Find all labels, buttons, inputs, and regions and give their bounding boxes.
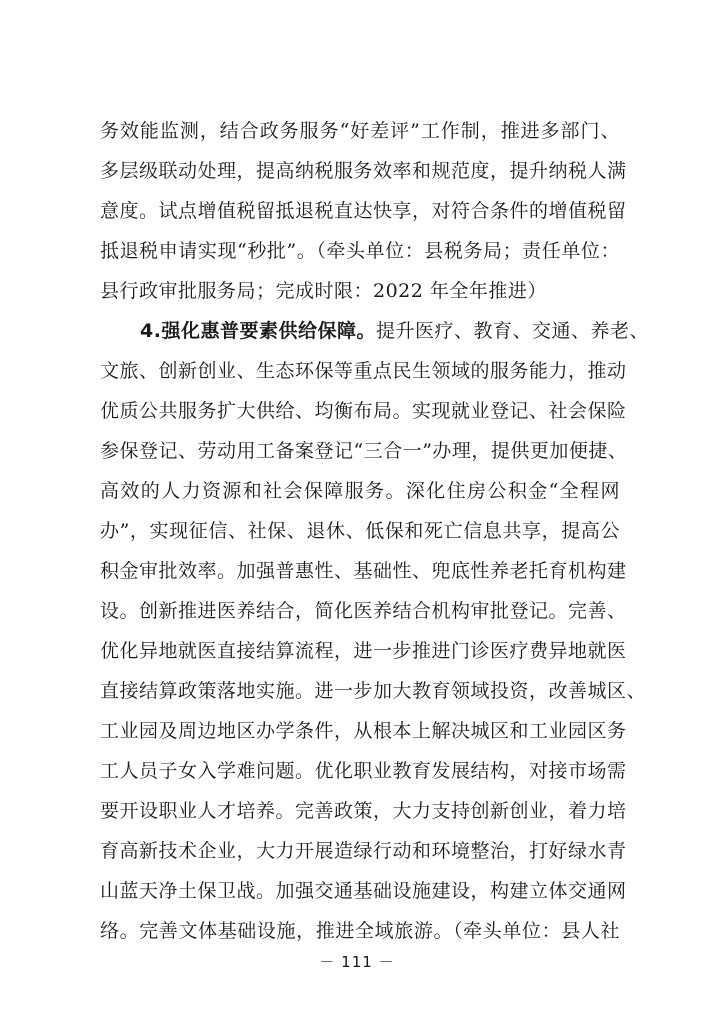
- text-line: 优质公共服务扩大供给、均衡布局。实现就业登记、社会保险: [100, 400, 627, 422]
- text-line: 多层级联动处理，提高纳税服务效率和规范度，提升纳税人满: [100, 160, 627, 182]
- page-number: － 111 －: [319, 953, 395, 971]
- text-line: 设。创新推进医养结合，简化医养结合机构审批登记。完善、: [100, 600, 627, 622]
- text-line: 优化异地就医直接结算流程，进一步推进门诊医疗费异地就医: [100, 640, 627, 662]
- text-line: 高效的人力资源和社会保障服务。深化住房公积金“全程网: [100, 480, 620, 502]
- text-line: 文旅、创新创业、生态环保等重点民生领域的服务能力，推动: [100, 360, 627, 382]
- text-line: 县行政审批服务局；完成时限：2022 年全年推进）: [100, 280, 547, 302]
- text-line: 务效能监测，结合政务服务“好差评”工作制，推进多部门、: [100, 120, 620, 142]
- text-line: 育高新技术企业，大力开展造绿行动和环境整治，打好绿水青: [100, 840, 627, 862]
- text-line: 山蓝天净土保卫战。加强交通基础设施建设，构建立体交通网: [100, 880, 627, 902]
- text-line: 抵退税申请实现“秒批”。（牵头单位：县税务局；责任单位：: [100, 240, 620, 262]
- text-line: 积金审批效率。加强普惠性、基础性、兜底性养老托育机构建: [100, 560, 627, 582]
- text-line: 办”，实现征信、社保、退休、低保和死亡信息共享，提高公: [100, 520, 620, 542]
- section-heading: 4.强化惠普要素供给保障。: [140, 320, 376, 342]
- section-first-line: [140, 316, 649, 346]
- section-first-line-text: 提升医疗、教育、交通、养老、: [375, 320, 649, 342]
- text-line: 工业园及周边地区办学条件，从根本上解决城区和工业园区务: [100, 720, 627, 742]
- text-line: 工人员子女入学难问题。优化职业教育发展结构，对接市场需: [100, 760, 627, 782]
- text-line: 络。完善文体基础设施，推进全域旅游。（牵头单位：县人社: [100, 920, 620, 942]
- text-line: 意度。试点增值税留抵退税直达快享，对符合条件的增值税留: [100, 200, 627, 222]
- text-line: 参保登记、劳动用工备案登记“三合一”办理，提供更加便捷、: [100, 440, 628, 462]
- text-line: 直接结算政策落地实施。进一步加大教育领域投资，改善城区、: [100, 680, 647, 702]
- text-line: 要开设职业人才培养。完善政策，大力支持创新创业，着力培: [100, 800, 627, 822]
